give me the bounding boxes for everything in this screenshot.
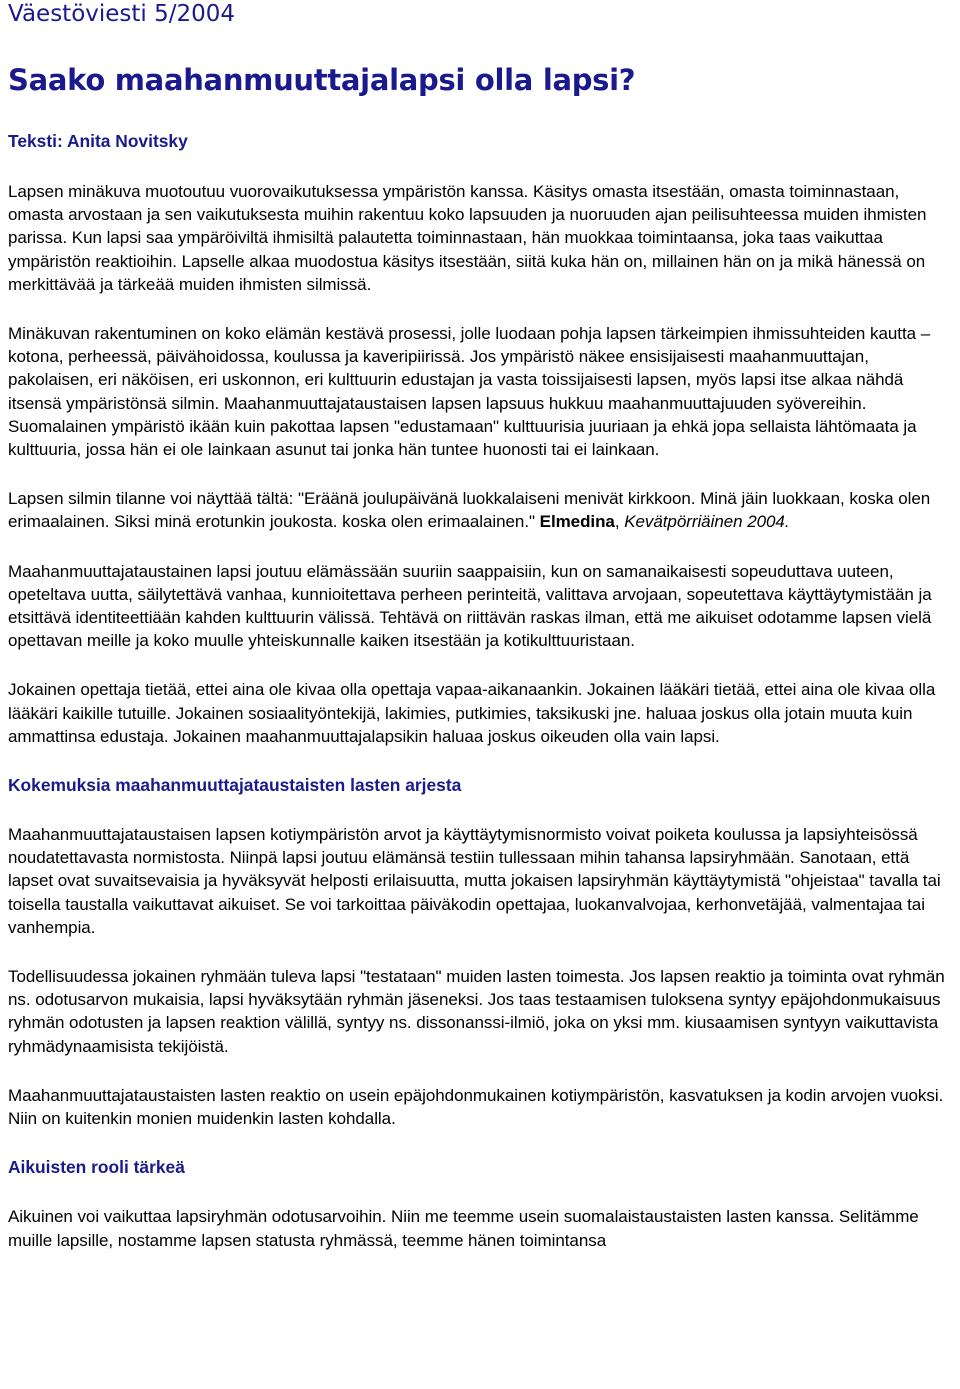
article-title: Saako maahanmuuttajalapsi olla lapsi? (8, 63, 636, 97)
paragraph: Maahanmuuttajataustaisten lasten reaktio on usein epäjohdonmukainen kotiympäristön, kasvatuksen ja kodin arvojen vuoksi. Niin on kuitenkin monien muidenkin lasten kohdalla. (8, 1085, 944, 1129)
quote-source: Kevätpörriäinen 2004. (624, 512, 790, 532)
paragraph: Maahanmuuttajataustaisen lapsen kotiympäristön arvot ja käyttäytymisnormisto voivat poiketa koulussa ja lapsiyhteisössä noudatettavasta normistosta. Niinpä lapsi joutuu elämänsä testiin tullessaan mihin tahansa lapsiryhmään. Sanotaan, että lapset ovat suvaitsevaisia ja hyväksyvät helposti erilaisuutta, mutta jokaisen lapsiryhmän käyttäytymistä "ohjeistaa" tavalla tai toisella taustalla vaikuttavat aikuiset. Se voi tarkoittaa päiväkodin opettajaa, luokanvalvojaa, kerhonvetäjää, valmentajaa tai vanhempia. (8, 825, 941, 937)
paragraph: Maahanmuuttajataustainen lapsi joutuu elämässään suuriin saappaisiin, kun on samanaikaisesti sopeuduttava uuteen, opeteltava uutta, säilytettävä vanhaa, kunnioitettava perheen perinteitä, valittava arvojaan, sopeutettava käyttäytymistään ja etsittävä identiteettiään kahden kulttuurin välissä. Tehtävä on riittävän raskas ilman, että me aikuiset odotamme lapsen vielä opettavan meille ja koko muulle yhteiskunnalle kaiken itsestään ja kotikulttuuristaan. (8, 561, 932, 651)
quote-text: Lapsen silmin tilanne voi näyttää tältä: "Eräänä joulupäivänä luokkalaiseni menivät kirkkoon. Minä jäin luokkaan, koska olen erimaalainen. Siksi minä erotunkin joukosta. koska olen erimaalainen." (8, 489, 931, 532)
quote-separator: , (614, 512, 625, 532)
section-heading: Aikuisten rooli tärkeä (8, 1157, 185, 1178)
paragraph: Lapsen minäkuva muotoutuu vuorovaikutuksessa ympäristön kanssa. Käsitys omasta itsestään, omasta toiminnastaan, omasta arvostaan ja sen vaikutuksesta muihin rakentuu koko lapsuuden ja nuoruuden ajan peilisuhteessa muiden ihmisten parissa. Kun lapsi saa ympäröiviltä ihmisiltä palautetta toiminnastaan, hän muokkaa toimintaansa, joka taas vaikuttaa ympäristön reaktioihin. Lapselle alkaa muodostua käsitys itsestään, siitä kuka hän on, millainen hän on ja mikä hänessä on merkittävää ja tärkeää muiden ihmisten silmissä. (8, 182, 927, 294)
section-heading: Kokemuksia maahanmuuttajataustaisten lasten arjesta (8, 775, 462, 796)
quote-paragraph (8, 487, 958, 533)
paragraph: Minäkuvan rakentuminen on koko elämän kestävä prosessi, jolle luodaan pohja lapsen tärkeimpien ihmissuhteiden kautta – kotona, perheessä, päivähoidossa, koulussa ja kaveripiirissä. Jos ympäristö näkee ensisijaisesti maahanmuuttajan, pakolaisen, eri näköisen, eri uskonnon, eri kulttuurin edustajan ja vasta toissijaisesti lapsen, myös lapsi itse alkaa nähdä itsensä ympäristönsä silmin. Maahanmuuttajataustaisen lapsen lapsuus hukkuu maahanmuuttajuuden syövereihin. Suomalainen ympäristö ikään kuin pakottaa lapsen "edustamaan" kulttuurisia juuriaan ja ehkä jopa sellaista lähtömaata ja kulttuuria, jossa hän ei ole lainkaan asunut tai jonka hän tuntee huonosti tai ei lainkaan. (8, 324, 931, 460)
paragraph: Todellisuudessa jokainen ryhmään tuleva lapsi "testataan" muiden lasten toimesta. Jos lapsen reaktio ja toiminta ovat ryhmän ns. odotusarvon mukaisia, lapsi hyväksytään ryhmän jäseneksi. Jos taas testaamisen tuloksena syntyy epäjohdonmukaisuus ryhmän odotusten ja lapsen reaktion välillä, syntyy ns. dissonanssi-ilmiö, joka on yksi mm. kiusaamisen syntyyn vaikuttavista ryhmädynaamisista tekijöistä. (8, 967, 945, 1056)
paragraph: Aikuinen voi vaikuttaa lapsiryhmän odotusarvoihin. Niin me teemme usein suomalaistaustaisten lasten kanssa. Selitämme muille lapsille, nostamme lapsen statusta ryhmässä, teemme hänen toimintansa (8, 1207, 919, 1250)
paragraph: Jokainen opettaja tietää, ettei aina ole kivaa olla opettaja vapaa-aikanaankin. Jokainen lääkäri tietää, ettei aina ole kivaa olla lääkäri kaikille tutuille. Jokainen sosiaalityöntekijä, lakimies, putkimies, taksikuski jne. haluaa joskus olla jotain muuta kuin ammattinsa edustaja. Jokainen maahanmuuttajalapsikin haluaa joskus oikeuden olla vain lapsi. (8, 680, 936, 746)
publication-name: Väestöviesti 5/2004 (8, 1, 236, 27)
article-author: Teksti: Anita Novitsky (8, 131, 188, 151)
quote-author: Elmedina (539, 512, 615, 532)
article-body (8, 180, 958, 1278)
